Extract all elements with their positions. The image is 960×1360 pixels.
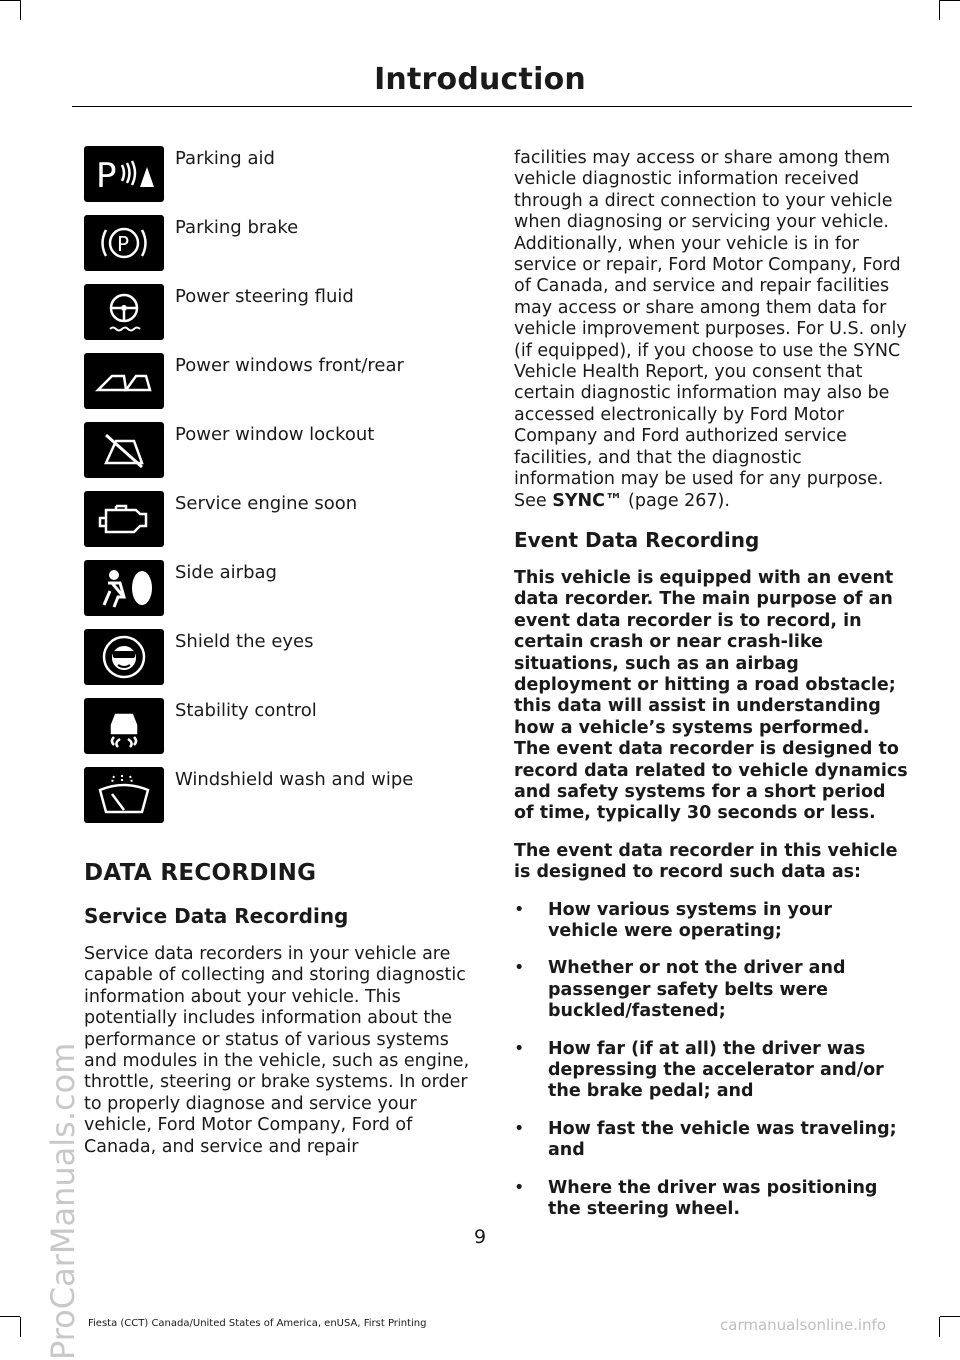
list-item: • How far (if at all) the driver was depressing the accelerator and/or the brake pedal; and <box>514 1039 908 1103</box>
section-heading: DATA RECORDING <box>84 860 317 886</box>
symbol-label: Shield the eyes <box>175 631 314 652</box>
stability-control-icon <box>84 698 164 754</box>
side-airbag-icon <box>84 560 164 616</box>
parking-brake-icon <box>84 215 164 271</box>
symbol-row <box>84 629 464 698</box>
footer-text: Fiesta (CCT) Canada/United States of America, enUSA, First Printing <box>88 1318 427 1329</box>
crop-mark <box>940 0 960 1</box>
windshield-wash-icon <box>84 767 164 823</box>
symbol-row <box>84 698 464 767</box>
symbol-label: Service engine soon <box>175 493 358 514</box>
list-item: • Where the driver was positioning the steering wheel. <box>514 1178 908 1221</box>
parking-aid-icon <box>84 146 164 202</box>
symbol-label: Parking aid <box>175 148 275 169</box>
list-item: • How fast the vehicle was traveling; and <box>514 1119 908 1162</box>
symbol-label: Parking brake <box>175 217 299 238</box>
symbol-label: Windshield wash and wipe <box>175 769 414 790</box>
symbol-row <box>84 560 464 629</box>
symbol-label: Power steering fluid <box>175 286 354 307</box>
power-windows-icon <box>84 353 164 409</box>
page-number: 9 <box>473 1226 487 1248</box>
symbol-row <box>84 491 464 560</box>
symbol-row <box>84 215 464 284</box>
crop-mark <box>20 0 21 20</box>
bold-paragraph: This vehicle is equipped with an event data recorder. The main purpose of an event data recorder is to record, in certain crash or near crash-like situations, such as an airbag deployment or hitting a road obstacle; this data will assist in understanding how a vehicle’s systems performed. The event data recorder is designed to record data related to vehicle dynamics and safety systems for a short period of time, typically 30 seconds or less. <box>514 567 908 824</box>
symbol-label: Power window lockout <box>175 424 375 445</box>
symbol-row <box>84 353 464 422</box>
right-column-text <box>514 148 908 1236</box>
crop-mark <box>940 1316 960 1317</box>
cross-reference-link[interactable]: SYNC™ <box>552 490 623 511</box>
left-column-text <box>84 860 476 1174</box>
subsection-heading: Event Data Recording <box>514 527 760 552</box>
symbol-label: Side airbag <box>175 562 277 583</box>
paragraph-text: (page 267). <box>622 490 730 511</box>
watermark-text: ProCarManuals.com <box>44 1042 82 1360</box>
symbol-row <box>84 422 464 491</box>
symbol-row <box>84 767 464 836</box>
crop-mark <box>939 1317 940 1337</box>
body-paragraph: Service data recorders in your vehicle are capable of collecting and storing diagnostic information about your vehicle. This potentially includes information about the performance or status of various systems and modules in the vehicle, such as engine, throttle, steering or brake systems. In order to properly diagnose and service your vehicle, Ford Motor Company, Ford of Canada, and service and repair <box>84 944 470 1157</box>
symbol-label: Stability control <box>175 700 317 721</box>
symbol-label: Power windows front/rear <box>175 355 404 376</box>
footer-site-watermark: carmanualsonline.info <box>720 1316 886 1334</box>
page-title: Introduction <box>374 62 586 97</box>
warning-symbol-list <box>84 146 464 836</box>
header-divider <box>72 106 912 107</box>
symbol-row <box>84 284 464 353</box>
engine-icon <box>84 491 164 547</box>
window-lockout-icon <box>84 422 164 478</box>
power-steering-icon <box>84 284 164 340</box>
bold-paragraph: The event data recorder in this vehicle is designed to record such data as: <box>514 840 898 883</box>
svg-text:P: P <box>117 232 130 256</box>
crop-mark <box>939 0 940 20</box>
subsection-heading: Service Data Recording <box>84 904 349 928</box>
crop-mark <box>0 0 20 1</box>
list-item: • Whether or not the driver and passenger safety belts were buckled/fastened; <box>514 958 908 1022</box>
recorded-data-list <box>514 900 908 1221</box>
symbol-row <box>84 146 464 215</box>
shield-eyes-icon <box>84 629 164 685</box>
svg-text:P: P <box>96 156 117 196</box>
body-paragraph <box>514 148 908 512</box>
list-item: • How various systems in your vehicle were operating; <box>514 900 908 943</box>
paragraph-text: facilities may access or share among them vehicle diagnostic information received through a direct connection to your vehicle when diagnosing or servicing your vehicle. Additionally, when your vehicle is in for service or repair, Ford Motor Company, Ford of Canada, and service and repair facilities may access or share among them data for vehicle improvement purposes. For U.S. only (if equipped), if you choose to use the SYNC Vehicle Health Report, you consent that certain diagnostic information may also be accessed electronically by Ford Motor Company and Ford authorized service facilities, and that the diagnostic information may be used for any purpose. See <box>514 148 907 511</box>
